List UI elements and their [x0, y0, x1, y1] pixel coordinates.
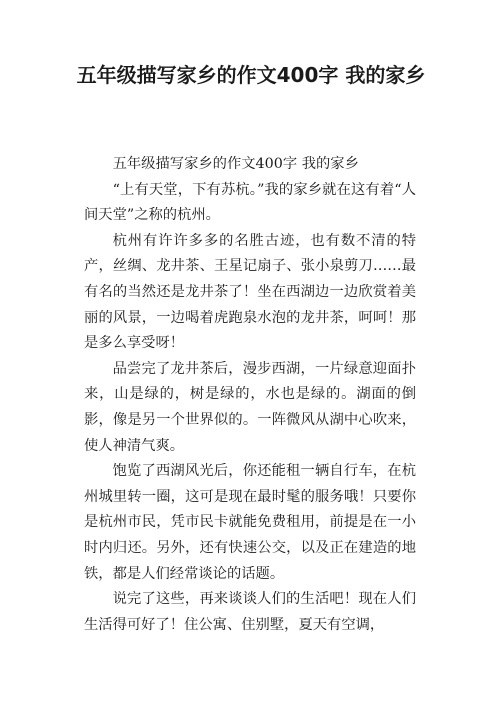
body-paragraph: 品尝完了龙井茶后，漫步西湖，一片绿意迎面扑来，山是绿的，树是绿的，水也是绿的。湖面的倒影，像是另一个世界似的。一阵微风从湖中心吹来，使人神清气爽。: [84, 360, 416, 454]
body-paragraph: 饱览了西湖风光后，你还能租一辆自行车，在杭州城里转一圈，这可是现在最时髦的服务哦！只要你是杭州市民，凭市民卡就能免费租用，前提是在一小时内归还。另外，还有快速公交，以及正在建造的地铁，都是人们经常谈论的话题。: [84, 463, 416, 582]
body-paragraph: 五年级描写家乡的作文400字 我的家乡: [112, 156, 359, 172]
document-body: [84, 152, 416, 638]
document-title: 五年级描写家乡的作文400字 我的家乡: [76, 63, 426, 87]
body-paragraph: 说完了这些，再来谈谈人们的生活吧！现在人们生活得可好了！住公寓、住别墅，夏天有空调，: [84, 591, 416, 633]
body-paragraph: 杭州有许许多多的名胜古迹，也有数不清的特产，丝绸、龙井茶、王星记扇子、张小泉剪刀……最有名的当然还是龙井茶了！坐在西湖边一边欣赏着美丽的风景，一边喝着虎跑泉水泡的龙井茶，呵呵！那是多么享受呀！: [84, 232, 416, 352]
body-paragraph: “上有天堂，下有苏杭。”我的家乡就在这有着“人间天堂”之称的杭州。: [84, 181, 416, 224]
